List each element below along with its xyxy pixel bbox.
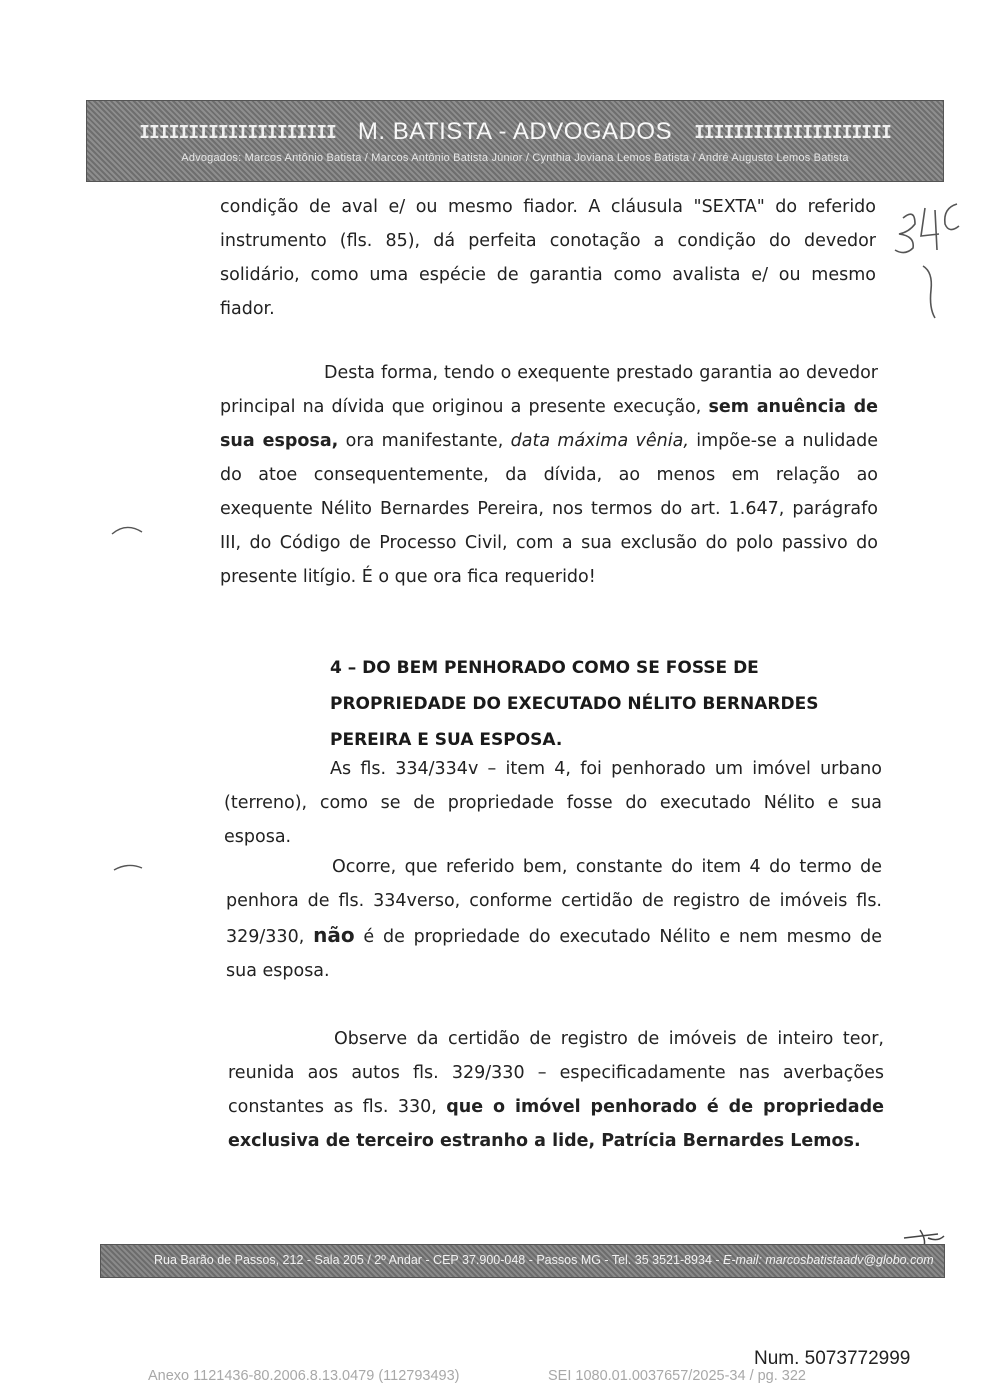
margin-mark-2 <box>110 858 150 878</box>
footer-address: Rua Barão de Passos, 212 - Sala 205 / 2º Andar - CEP 37.900-048 - Passos MG - Tel. 35 3521-8934 - <box>154 1253 724 1267</box>
paragraph-continuation <box>220 190 876 326</box>
decorative-bars-right: IIIIIIIIIIIIIIIIIIII <box>694 121 891 143</box>
paragraph-certificate <box>228 1022 884 1158</box>
document-number: Num. 5073772999 <box>754 1348 911 1369</box>
footer-email: E-mail: marcosbatistaadv@globo.com <box>723 1253 934 1267</box>
annex-reference: Anexo 1121436-80.2006.8.13.0479 (112793493) <box>148 1368 460 1384</box>
paragraph-4-text <box>226 850 882 988</box>
footer-address-line <box>154 1253 935 1267</box>
sei-reference: SEI 1080.01.0037657/2025-34 / pg. 322 <box>548 1368 806 1384</box>
margin-mark-1 <box>108 520 148 540</box>
paragraph-2-text <box>220 356 878 594</box>
decorative-bars-left: IIIIIIIIIIIIIIIIIIII <box>139 121 336 143</box>
para4-part2: é de propriedade do executado Nélito e nem mesmo de sua esposa. <box>226 927 883 981</box>
para5-bold: que o imóvel penhorado é de propriedade exclusiva de terceiro estranho a lide, Patrícia Bernardes Lemos. <box>228 1097 884 1151</box>
para2-italic: data máxima vênia, <box>510 431 689 451</box>
paragraph-nullity <box>220 356 878 594</box>
letterhead-title-row <box>86 114 944 150</box>
letterhead-footer <box>100 1244 945 1278</box>
para2-bold: sem anuência de sua esposa, <box>220 397 879 451</box>
letterhead-banner <box>86 100 944 182</box>
paragraph-ownership <box>226 850 882 988</box>
paragraph-seized-property <box>224 752 882 854</box>
section-heading <box>330 650 885 758</box>
paragraph-1-text: condição de aval e/ ou mesmo fiador. A cláusula "SEXTA" do referido instrumento (fls. 85), dá perfeita conotação a condição do devedor solidário, como uma espécie de garantia como avalista e/ ou mesmo fiador. <box>220 197 876 319</box>
para5-part1: Observe da certidão de registro de imóveis de inteiro teor, reunida aos autos fls. 329/330 – especificadamente nas averbações constantes as fls. 330, <box>228 1029 884 1117</box>
para4-bold: não <box>313 923 355 947</box>
handwritten-page-number <box>885 190 965 330</box>
paragraph-3-text: As fls. 334/334v – item 4, foi penhorado um imóvel urbano (terreno), como se de propriedade fosse do executado Nélito e sua esposa. <box>224 759 882 847</box>
firm-name: M. BATISTA - ADVOGADOS <box>357 118 673 145</box>
para2-part1: Desta forma, tendo o exequente prestado garantia ao devedor principal na dívida que originou a presente execução, <box>220 363 878 417</box>
para2-part3: impõe-se a nulidade do atoe consequentemente, da dívida, ao menos em relação ao exequente Nélito Bernardes Pereira, nos termos do art. 1.647, parágrafo III, do Código de Processo Civil, com a sua exclusão do polo passivo do presente litígio. É o que ora fica requerido! <box>220 431 878 587</box>
paragraph-5-text <box>228 1022 884 1158</box>
section-heading-text: 4 – DO BEM PENHORADO COMO SE FOSSE DE PROPRIEDADE DO EXECUTADO NÉLITO BERNARDES PEREIRA E SUA ESPOSA. <box>330 658 819 750</box>
para2-part2: ora manifestante, <box>338 431 511 451</box>
lawyers-list: Advogados: Marcos Antônio Batista / Marcos Antônio Batista Júnior / Cynthia Joviana Lemos Batista / André Augusto Lemos Batista <box>181 152 849 164</box>
para4-part1: Ocorre, que referido bem, constante do item 4 do termo de penhora de fls. 334verso, conforme certidão de registro de imóveis fls. 329/330, <box>226 857 882 947</box>
